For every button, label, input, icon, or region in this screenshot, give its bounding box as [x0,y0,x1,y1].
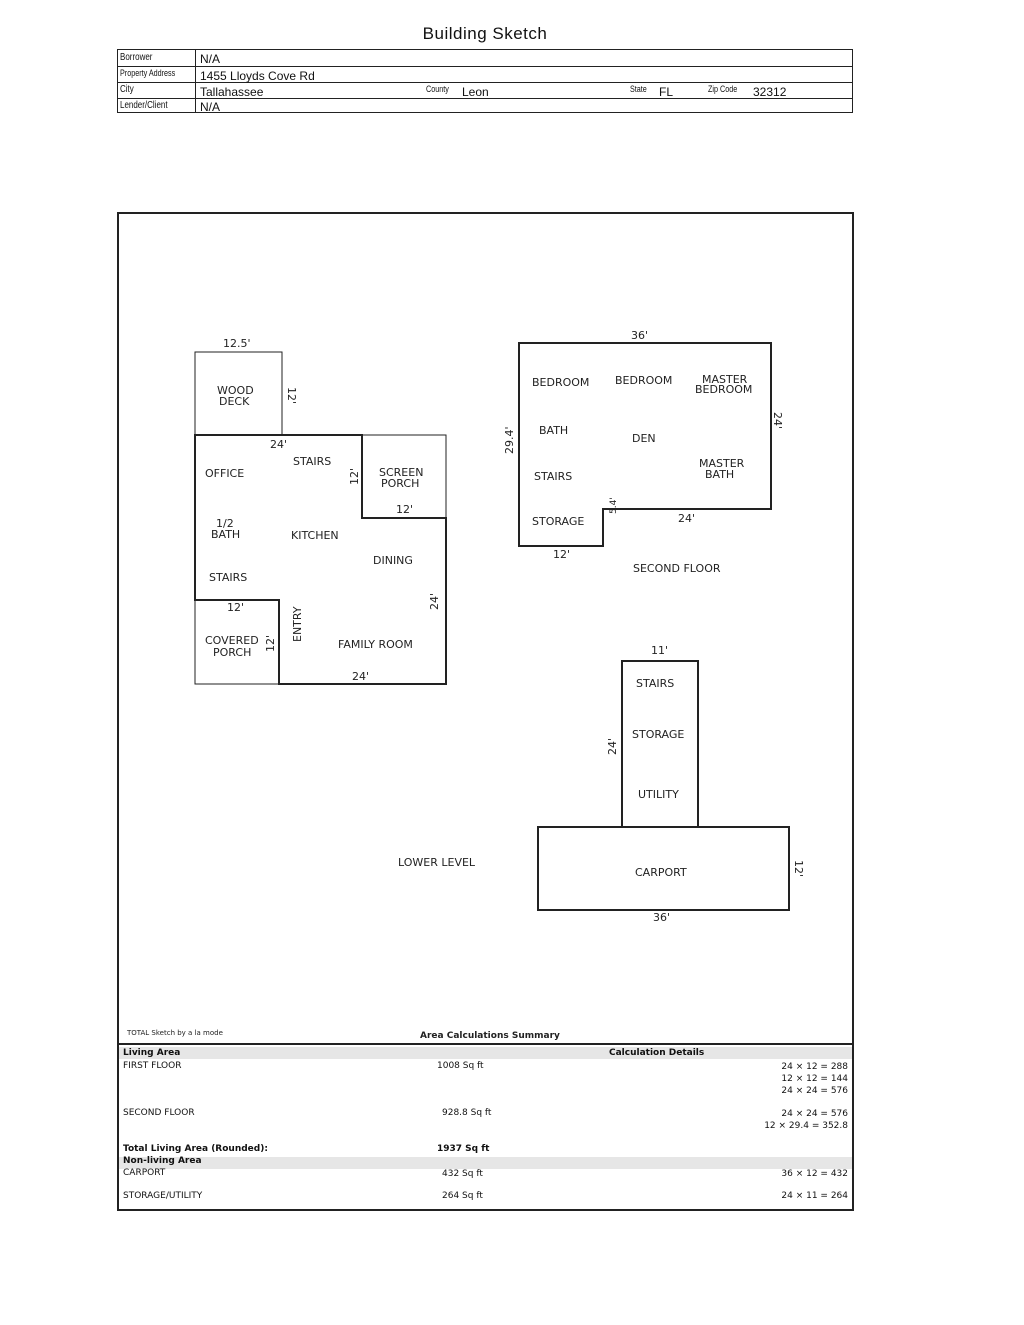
second-calc-1: 24 × 24 = 576 [781,1109,848,1119]
kitchen-label: KITCHEN [291,529,339,542]
second-floor-label: SECOND FLOOR [633,562,721,575]
lower-level-label: LOWER LEVEL [398,856,476,869]
second-right-height-dim: 24' [771,412,784,430]
carport-area: 432 Sq ft [442,1169,483,1179]
address-label: Property Address [120,68,176,78]
second-floor-area: 928.8 Sq ft [442,1108,492,1118]
state-value: FL [659,85,674,99]
zip-value: 32312 [753,85,787,99]
county-label: County [426,84,449,94]
area-calculations [117,1043,854,1213]
total-living-value: 1937 Sq ft [437,1144,490,1154]
property-header [117,49,853,113]
carport-calc-label: CARPORT [123,1168,166,1178]
half-bath-line1: 1/2 [216,517,234,530]
address-value: 1455 Lloyds Cove Rd [200,69,315,83]
half-bath-line2: BATH [211,528,241,541]
total-living-label: Total Living Area (Rounded): [123,1144,268,1154]
borrower-row [118,50,852,67]
carport-calc: 36 × 12 = 432 [781,1169,848,1179]
lower-stairs-label: STAIRS [636,677,675,690]
zip-label: Zip Code [708,84,738,94]
city-row [118,82,852,99]
den-label: DEN [632,432,656,445]
first-calc-1: 24 × 12 = 288 [781,1062,848,1072]
nonliving-area-band [119,1157,852,1169]
second-storage-label: STORAGE [532,515,585,528]
notch-height-dim: 5.4' [609,497,619,514]
deck-name-line2: DECK [219,395,250,408]
utility-label: UTILITY [638,788,679,801]
dining-label: DINING [373,554,413,567]
second-floor-label: SECOND FLOOR [123,1108,195,1118]
borrower-label: Borrower [120,52,153,63]
master-bath-line2: BATH [705,468,735,481]
family-room-label: FAMILY ROOM [338,638,413,651]
carport-width-dim: 36' [653,911,671,924]
bedroom1-label: BEDROOM [532,376,590,389]
area-summary-title: Area Calculations Summary [420,1031,560,1041]
page-title: Building Sketch [422,24,548,43]
county-value: Leon [462,85,489,99]
nonliving-heading: Non-living Area [123,1156,202,1166]
office-label: OFFICE [205,467,245,480]
notch-width-dim: 24' [678,512,696,525]
covered-porch-line1: COVERED [205,634,259,647]
second-bottom-width-dim: 12' [553,548,571,561]
lower-top-width-dim: 11' [651,644,669,657]
software-credit: TOTAL Sketch by a la mode [127,1029,223,1037]
living-area-band [119,1047,852,1059]
first-bottom-width-dim: 24' [352,670,370,683]
screen-porch-line1: SCREEN [379,466,424,479]
bedroom2-label: BEDROOM [615,374,673,387]
second-top-width-dim: 36' [631,329,649,342]
porch-width-dim: 12' [227,601,245,614]
first-floor-label: FIRST FLOOR [123,1061,182,1071]
first-calc-3: 24 × 24 = 576 [781,1086,848,1096]
storage-calc-label: STORAGE/UTILITY [123,1191,203,1201]
second-bath-label: BATH [539,424,569,437]
covered-porch-line2: PORCH [213,646,252,659]
lender-value: N/A [200,100,221,114]
state-label: State [630,84,647,94]
second-calc-2: 12 × 29.4 = 352.8 [764,1121,848,1131]
first-floor-plan [195,337,446,684]
first-floor-area: 1008 Sq ft [437,1061,484,1071]
floor-plan-sketch [117,212,854,1043]
address-row [118,66,852,83]
lender-row [118,98,852,114]
master-bedroom-line2: BEDROOM [695,383,753,396]
lower-storage-label: STORAGE [632,728,685,741]
screen-width-dim: 12' [396,503,414,516]
master-bath-line1: MASTER [699,457,745,470]
second-left-height-dim: 29.4' [503,426,516,454]
screen-height-dim: 12' [348,467,361,485]
deck-name-line1: WOOD [217,384,254,397]
deck-width-dim: 12.5' [223,337,251,350]
entry-label: ENTRY [291,606,304,642]
lower-left-height-dim: 24' [606,737,619,755]
first-right-height-dim: 24' [428,592,441,610]
screen-porch-line2: PORCH [381,477,420,490]
carport-height-dim: 12' [792,860,805,878]
first-top-width-dim: 24' [270,438,288,451]
porch-height-dim: 12' [264,634,277,652]
city-label: City [120,84,134,95]
living-area-heading: Living Area [123,1048,181,1058]
deck-height-dim: 12' [285,387,298,405]
storage-calc: 24 × 11 = 264 [781,1191,848,1201]
carport-label: CARPORT [635,866,687,879]
city-value: Tallahassee [200,85,264,99]
second-stairs-label: STAIRS [534,470,573,483]
first-stairs2-label: STAIRS [209,571,248,584]
master-bedroom-line1: MASTER [702,373,748,386]
storage-area: 264 Sq ft [442,1191,483,1201]
calc-details-heading: Calculation Details [609,1048,705,1058]
first-calc-2: 12 × 12 = 144 [781,1074,848,1084]
lender-label: Lender/Client [120,100,168,111]
lower-level-plan [398,644,805,924]
borrower-value: N/A [200,52,221,66]
first-stairs-label: STAIRS [293,455,332,468]
second-floor-plan [503,329,784,575]
